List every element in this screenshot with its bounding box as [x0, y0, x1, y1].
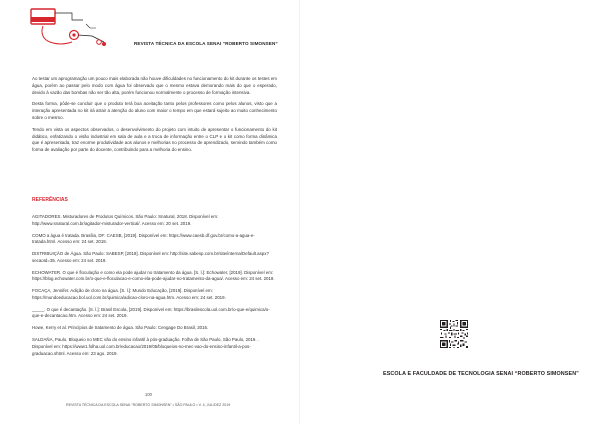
reference-item: COMO a água é tratada. Brasília, DF: CAESB, [2019]. Disponível em: https://www.caesb.df.gov.br/como-a-agua-e-tratada.html. Acesso em: 24 set. 2019. [32, 232, 255, 245]
reference-item: SALDAÑA, Paulo. Bloqueio no MEC vão do ensino infantil à pós-graduação. Folha de São Paulo, São Paulo, 2019. . Disponível em: https://www1.folha.uol.com.br/educacao/2019/05/bloqueios-no-mec-vao-do-ensino-infantil-a-pos-graduacao.shtml. Acesso em: 23 ago. 2019. [32, 337, 259, 356]
reference-item: DISTRIBUIÇÃO de Água. São Paulo: SABESP, [2019]. Disponível em: http://site.sabesp.com.br/site/interna/Default.aspx?secaoId=35. Acesso em: 24 set. 2019. [32, 251, 269, 263]
body-paragraph: Tendo em vista os aspectos observados, o desenvolvimento do projeto com intuito de apresentar o funcionamento do kit didático, enfatizando o visão industrial em sala de aula e a troca de informação entre o CLP e o kit como forma dinâmica que é apresentada, traz enorme produtividade aos alunos e melhorias no processo de aprendizado, servindo também como forma de avaliação por parte do docente, contribuindo para a melhoria do ensino. [32, 126, 277, 153]
references-list [32, 214, 277, 363]
body-paragraph: Ao testar um aprogramação um pouco mais elaborada não houve dificuldades no funcionamento do kit durante os testes em água, porém ao passar pelo modo com água foi observado que o mesmo estava demorando mais do que o esperado, devido à vazão das bombas não ser tão alta, porém funcionou normalmente o processo de formação intensiva. [32, 76, 277, 95]
body-text [32, 76, 277, 159]
body-paragraph: Desta forma, pôde-se concluir que o produto terá boa aceitação tanto pelos professores como pelos alunos, visto que a interação apresentada no kit irá atrair a atenção do aluno com maior o tempo em que estará sujeito ao muito conhecimento sobre o mesmo. [32, 101, 277, 121]
right-page [300, 0, 600, 424]
references-heading: REFERÊNCIAS [32, 197, 68, 203]
journal-title: REVISTA TÉCNICA DA ESCOLA SENAI “ROBERTO SIMONSEN” [134, 41, 278, 46]
reference-item: FOCAÇA, Jennifer. Adição de cloro na água. [S. l.]: Mundo Educação, [2019]. Disponível em: https://mundoeducacao.bol.uol.com.br/quimica/adicao-cloro-na-agua.htm. Acesso em: 24 set. 2019. [32, 288, 226, 300]
reference-item: ECHOWATER. O que é floculação e como ela pode ajudar no tratamento da água. [S. l.]: Echowater, [2019]. Disponível em: https://blog.echowater.com.br/o-que-e-floculacao-e-como-ela-pode-ajudar-no-tratamento-da-agua/. Acesso em: 24 set. 2019. [32, 269, 275, 282]
school-name: ESCOLA E FACULDADE DE TECNOLOGIA SENAI “ROBERTO SIMONSEN” [383, 371, 579, 377]
reference-item: Howe, Kerry et al. Princípios de tratamento de água. São Paulo: Cengage Do Brasil, 2016. [32, 325, 209, 331]
reference-item: AGITADORES. Misturadores de Produtos Químicos. São Paulo: Snatural, 2018. Disponível em: http://www.snatural.com.br/agitador-misturador-vertical/. Acesso em: 20 set. 2019. [32, 214, 219, 226]
journal-logo-icon [28, 6, 138, 56]
page-number: 100 [145, 392, 152, 397]
reference-item: _____. O que é decantação. [S. l.]: Brasil Escola, [2019]. Disponível em: https://brasilescola.uol.com.br/o-que-e/quimica/o-que-e-decantacao.htm. Acesso em: 24 set. 2019. [32, 306, 270, 319]
qr-code-icon[interactable] [440, 320, 468, 348]
running-footer: REVISTA TÉCNICA DA ESCOLA SENAI “ROBERTO SIMONSEN” • SÃO PAULO • V. 4, JUL/DEZ 2019 [66, 403, 231, 407]
